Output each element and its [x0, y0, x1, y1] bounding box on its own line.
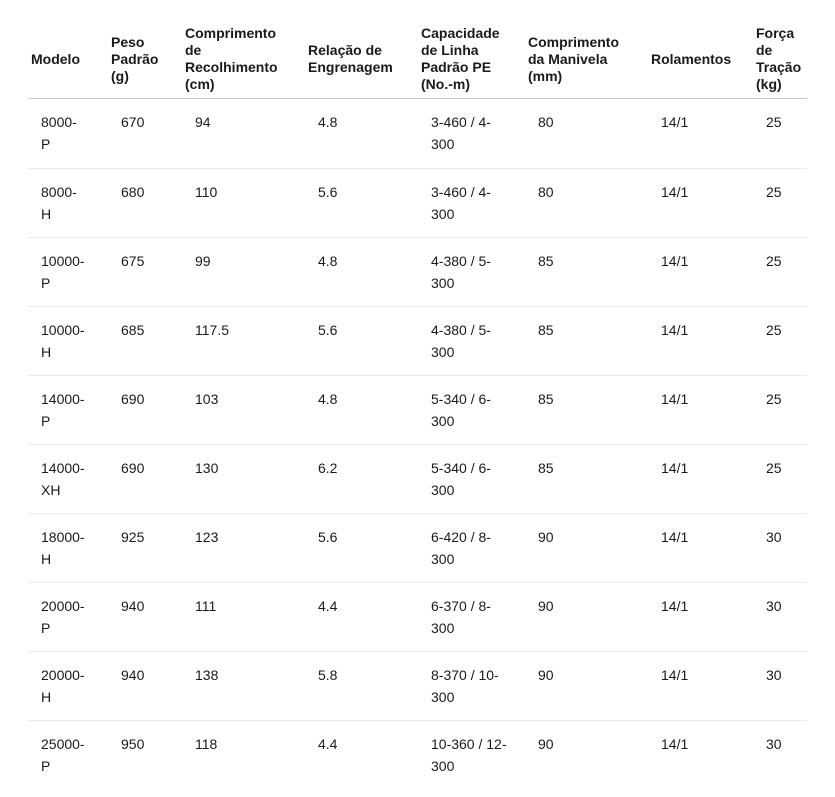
cell-manivela-mm: 90	[525, 513, 648, 582]
col-header-peso-padrao: Peso Padrão (g)	[108, 0, 182, 99]
cell-modelo: 14000-P	[28, 375, 108, 444]
cell-forca-tracao-kg: 30	[753, 513, 807, 582]
table-row	[28, 651, 807, 720]
cell-recolhimento-cm: 110	[182, 168, 305, 237]
cell-recolhimento-cm: 118	[182, 720, 305, 789]
cell-forca-tracao-kg: 25	[753, 375, 807, 444]
cell-peso-padrao-g: 690	[108, 375, 182, 444]
cell-rolamentos: 14/1	[648, 375, 753, 444]
cell-modelo: 8000-H	[28, 168, 108, 237]
cell-peso-padrao-g: 925	[108, 513, 182, 582]
cell-modelo: 14000-XH	[28, 444, 108, 513]
cell-capacidade-linha: 5-340 / 6-300	[418, 375, 525, 444]
cell-rolamentos: 14/1	[648, 651, 753, 720]
cell-relacao-engrenagem: 4.8	[318, 114, 338, 130]
cell-peso-padrao-g: 685	[108, 306, 182, 375]
table-row	[28, 582, 807, 651]
table-body	[28, 99, 807, 789]
cell-peso-padrao-g: 940	[108, 582, 182, 651]
cell-manivela-mm: 85	[525, 444, 648, 513]
cell-rolamentos: 14/1	[648, 720, 753, 789]
cell-forca-tracao-kg: 25	[753, 444, 807, 513]
cell-modelo: 10000-P	[28, 237, 108, 306]
cell-rolamentos: 14/1	[661, 114, 689, 130]
cell-capacidade-linha: 4-380 / 5-300	[418, 237, 525, 306]
cell-capacidade-linha: 6-420 / 8-300	[418, 513, 525, 582]
cell-recolhimento-cm: 103	[182, 375, 305, 444]
col-header-capacidade-linha: Capacidade de Linha Padrão PE (No.-m)	[418, 0, 525, 99]
cell-forca-tracao-kg: 25	[753, 237, 807, 306]
cell-capacidade-linha: 5-340 / 6-300	[418, 444, 525, 513]
cell-peso-padrao-g: 670	[121, 114, 145, 130]
cell-modelo: 18000-H	[28, 513, 108, 582]
cell-rolamentos: 14/1	[648, 513, 753, 582]
cell-manivela-mm: 85	[525, 237, 648, 306]
cell-recolhimento-cm: 123	[182, 513, 305, 582]
cell-forca-tracao-kg: 30	[753, 720, 807, 789]
cell-forca-tracao-kg: 30	[753, 582, 807, 651]
cell-relacao-engrenagem: 4.4	[305, 582, 418, 651]
cell-peso-padrao-g: 950	[108, 720, 182, 789]
cell-recolhimento-cm: 130	[182, 444, 305, 513]
cell-forca-tracao-kg: 25	[766, 114, 782, 130]
reel-spec-table	[28, 0, 807, 789]
cell-manivela-mm: 90	[525, 582, 648, 651]
cell-modelo: 20000-P	[28, 582, 108, 651]
cell-forca-tracao-kg: 25	[753, 168, 807, 237]
cell-manivela-mm: 85	[525, 306, 648, 375]
cell-manivela-mm: 90	[525, 651, 648, 720]
cell-modelo: 10000-H	[28, 306, 108, 375]
col-header-rolamentos: Rolamentos	[648, 0, 753, 99]
cell-recolhimento-cm: 99	[182, 237, 305, 306]
cell-relacao-engrenagem: 4.4	[305, 720, 418, 789]
cell-forca-tracao-kg: 30	[753, 651, 807, 720]
cell-forca-tracao-kg: 25	[753, 306, 807, 375]
cell-relacao-engrenagem: 5.6	[305, 168, 418, 237]
cell-relacao-engrenagem: 5.6	[305, 513, 418, 582]
table-row	[28, 99, 807, 168]
cell-relacao-engrenagem: 5.8	[305, 651, 418, 720]
cell-capacidade-linha: 10-360 / 12-300	[418, 720, 525, 789]
cell-rolamentos: 14/1	[648, 168, 753, 237]
cell-capacidade-linha: 3-460 / 4-300	[431, 114, 491, 152]
cell-peso-padrao-g: 680	[108, 168, 182, 237]
cell-capacidade-linha: 6-370 / 8-300	[418, 582, 525, 651]
cell-relacao-engrenagem: 5.6	[305, 306, 418, 375]
col-header-recolhimento: Comprimento de Recolhimento (cm)	[182, 0, 305, 99]
col-header-manivela: Comprimento da Manivela (mm)	[525, 0, 648, 99]
cell-recolhimento-cm: 117.5	[182, 306, 305, 375]
table-row	[28, 306, 807, 375]
table-row	[28, 168, 807, 237]
cell-rolamentos: 14/1	[648, 582, 753, 651]
cell-capacidade-linha: 3-460 / 4-300	[418, 168, 525, 237]
cell-peso-padrao-g: 940	[108, 651, 182, 720]
cell-relacao-engrenagem: 4.8	[305, 237, 418, 306]
cell-capacidade-linha: 8-370 / 10-300	[418, 651, 525, 720]
cell-recolhimento-cm: 111	[182, 582, 305, 651]
table-row	[28, 444, 807, 513]
cell-modelo: 25000-P	[28, 720, 108, 789]
cell-peso-padrao-g: 690	[108, 444, 182, 513]
col-header-forca-tracao: Força de Tração (kg)	[753, 0, 807, 99]
col-header-modelo: Modelo	[28, 0, 108, 99]
cell-manivela-mm: 85	[525, 375, 648, 444]
cell-relacao-engrenagem: 6.2	[305, 444, 418, 513]
cell-rolamentos: 14/1	[648, 237, 753, 306]
cell-manivela-mm: 80	[525, 168, 648, 237]
table-row	[28, 375, 807, 444]
cell-manivela-mm: 90	[525, 720, 648, 789]
table-row	[28, 513, 807, 582]
cell-peso-padrao-g: 675	[108, 237, 182, 306]
table-row	[28, 237, 807, 306]
cell-recolhimento-cm: 94	[195, 114, 211, 130]
cell-rolamentos: 14/1	[648, 306, 753, 375]
cell-relacao-engrenagem: 4.8	[305, 375, 418, 444]
col-header-relacao-engrenagem: Relação de Engrenagem	[305, 0, 418, 99]
cell-rolamentos: 14/1	[648, 444, 753, 513]
cell-modelo: 8000-P	[41, 114, 77, 152]
cell-manivela-mm: 80	[538, 114, 554, 130]
header-row	[28, 0, 807, 99]
table-header	[28, 0, 807, 99]
cell-capacidade-linha: 4-380 / 5-300	[418, 306, 525, 375]
table-row	[28, 720, 807, 789]
cell-recolhimento-cm: 138	[182, 651, 305, 720]
cell-modelo: 20000-H	[28, 651, 108, 720]
